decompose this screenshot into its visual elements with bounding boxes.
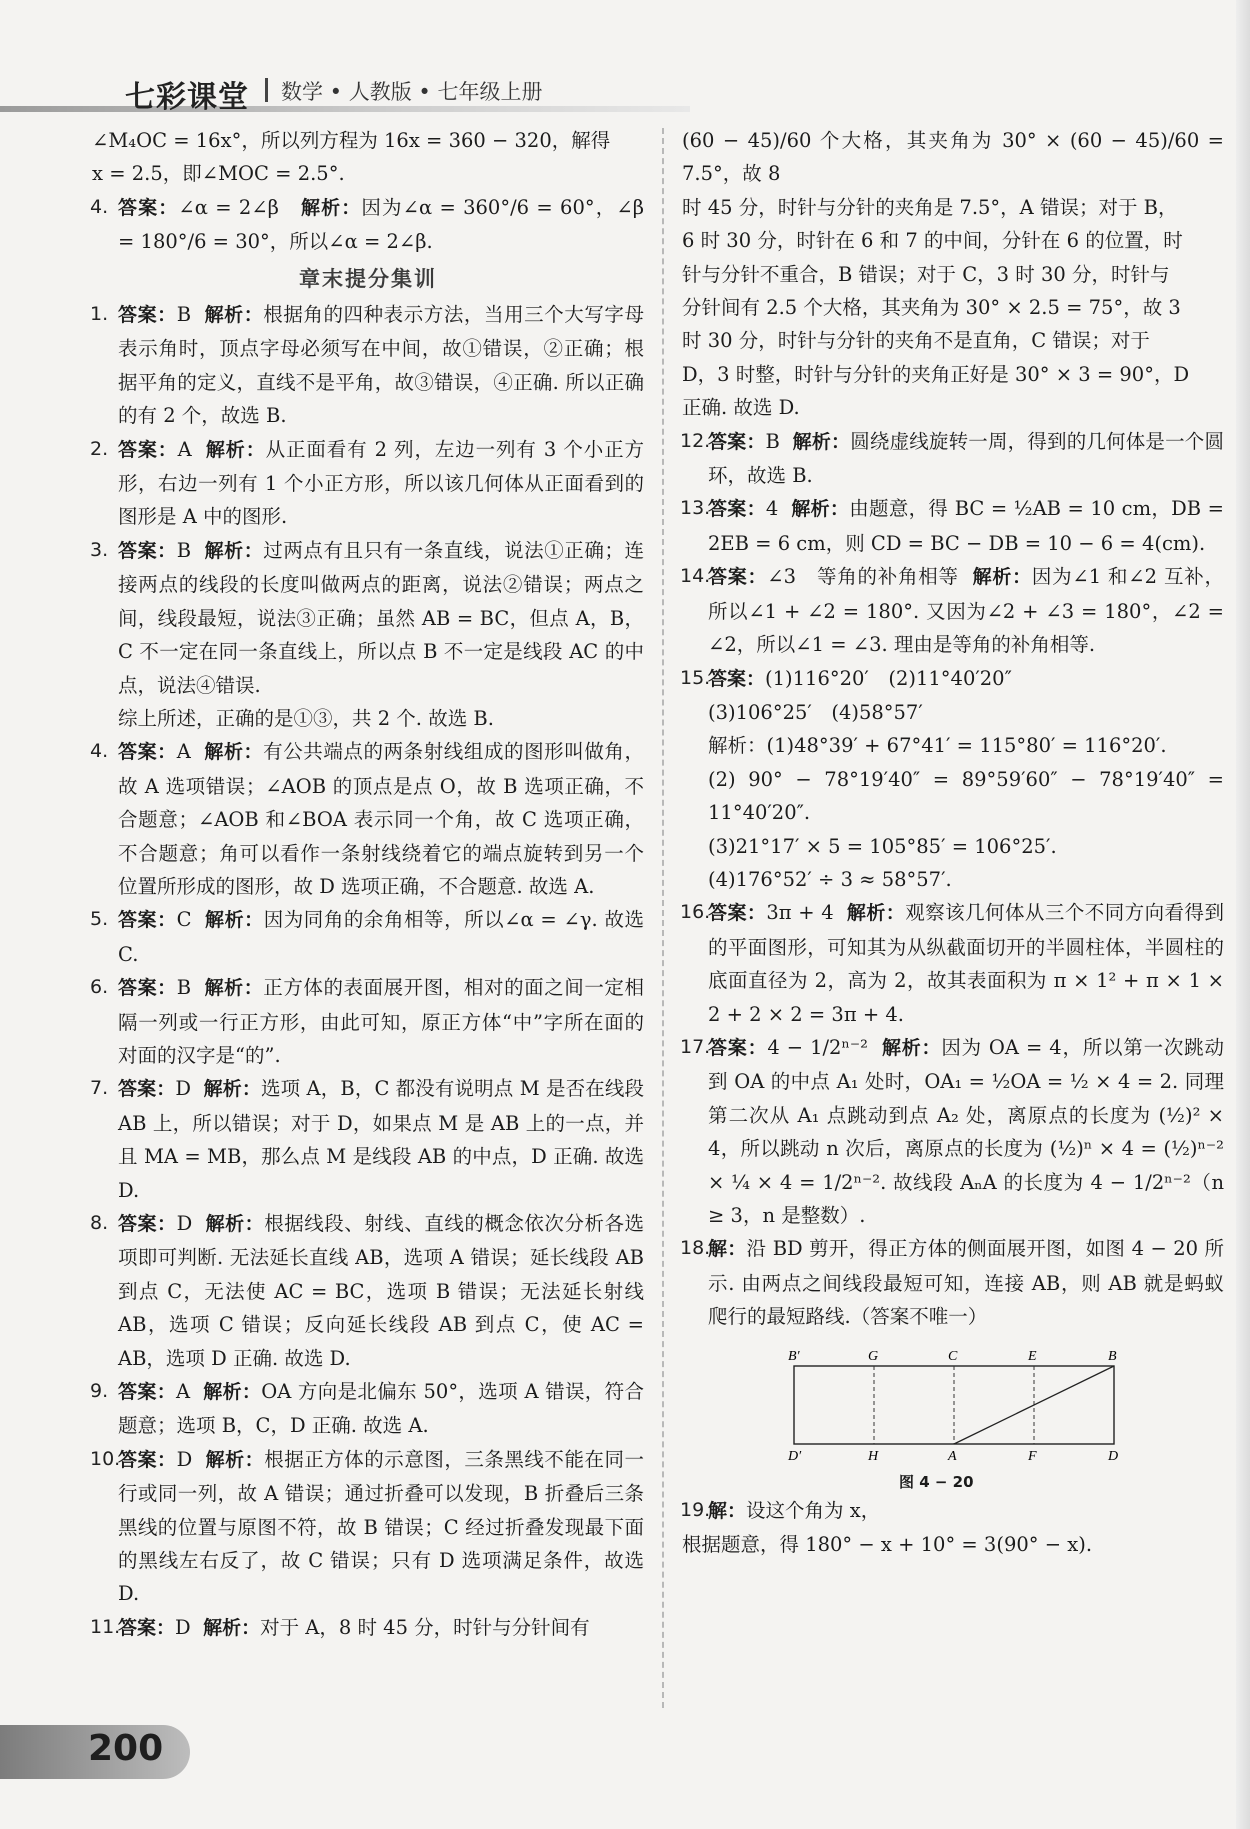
analysis-text: (3)106°25′ (4)58°57′ xyxy=(708,700,923,724)
answer-item xyxy=(92,298,644,433)
answer-item xyxy=(92,1443,644,1611)
continued-line: (60 − 45)/60 个大格，其夹角为 30° × (60 − 45)/60 = 7.5°，故 8 xyxy=(682,129,1224,186)
item-number: 18. xyxy=(680,1237,711,1260)
analysis-label: 解析： xyxy=(205,1448,265,1471)
answer-item xyxy=(92,1207,644,1375)
solution-text: 沿 BD 剪开，得正方体的侧面展开图，如图 4 − 20 所示. 由两点之间线段最短可知，连接 AB，则 AB 就是蚂蚁爬行的最短路线.（答案不唯一） xyxy=(708,1237,1224,1329)
analysis-text: 根据正方体的示意图，三条黑线不能在同一行或同一列，故 A 错误；通过折叠可以发现，B 折叠后三条黑线的位置与原图不符，故 B 错误；C 经过折叠发现最下面的黑线左右反了，故 C 错误；只有 D 选项满足条件，故选 D. xyxy=(118,1447,644,1606)
header-subject: 数学 • 人教版 • 七年级上册 xyxy=(281,80,543,104)
item-number: 9. xyxy=(90,1380,109,1403)
answer-label: 答案： xyxy=(708,498,766,521)
answer-item xyxy=(92,903,644,971)
analysis-text: OA 方向是北偏东 50°，选项 A 错误，符合题意；选项 B，C，D 正确. 故选 A. xyxy=(118,1380,644,1438)
analysis-text: (3)21°17′ × 5 = 105°85′ = 106°25′. xyxy=(708,834,1057,858)
answer-item xyxy=(682,560,1224,661)
answer-item-18 xyxy=(682,1232,1224,1333)
solution-text: 设这个角为 x， xyxy=(746,1498,881,1522)
item-number: 4. xyxy=(90,195,109,218)
answer-value: D xyxy=(175,1077,191,1101)
answer-label: 答案： xyxy=(118,909,177,932)
answer-label: 答案： xyxy=(708,667,766,690)
analysis-label: 解析： xyxy=(203,1381,262,1404)
answer-label: 答案： xyxy=(708,566,768,589)
analysis-text: 过两点有且只有一条直线，说法①正确；连接两点的线段的长度叫做两点的距离，说法②错误；两点之间，线段最短，说法③正确；虽然 AB = BC，但点 A，B，C 不一定在同一条直线上，所以点 B 不一定是线段 AC 的中点，说法④错误. xyxy=(118,538,644,697)
analysis-text: 因为∠1 和∠2 互补，所以∠1 + ∠2 = 180°. 又因为∠2 + ∠3 = 180°，∠2 = ∠2，所以∠1 = ∠3. 理由是等角的补角相等. xyxy=(708,565,1224,657)
answer-label: 答案： xyxy=(118,304,177,327)
analysis-label: 解析： xyxy=(204,539,264,562)
analysis-text: 因为同角的余角相等，所以∠α = ∠γ. 故选 C. xyxy=(118,908,644,966)
answer-value: B xyxy=(176,538,192,562)
continued-line: 时 30 分，时针与分针的夹角不是直角，C 错误；对于 xyxy=(682,329,1150,353)
analysis-label: 解析： xyxy=(300,196,362,219)
analysis-text: 观察该几何体从三个不同方向看得到的平面图形，可知其为从纵截面切开的半圆柱体，半圆柱的底面直径为 2，高为 2，故其表面积为 π × 1² + π × 1 × 2 + 2 × 2 = 3π + 4. xyxy=(708,901,1224,1026)
answer-item xyxy=(682,896,1224,1031)
analysis-text: (2) 90° − 78°19′40″ = 89°59′60″ − 78°19′40″ = 11°40′20″. xyxy=(708,767,1224,825)
item-number: 4. xyxy=(90,740,109,763)
continued-line: 正确. 故选 D. xyxy=(682,396,800,420)
section-title: 章末提分集训 xyxy=(299,266,437,291)
analysis-label: 解析： xyxy=(205,1213,265,1235)
continued-line: 分针间有 2.5 个大格，其夹角为 30° × 2.5 = 75°，故 3 xyxy=(682,296,1181,320)
answer-item xyxy=(92,1611,644,1645)
figure-point-label: H xyxy=(868,1448,879,1464)
figure-point-label: E xyxy=(1028,1348,1037,1364)
answer-item xyxy=(682,696,1224,729)
analysis-text: 有公共端点的两条射线组成的图形叫做角，故 A 选项错误；∠AOB 的顶点是点 O，故 B 选项正确，不合题意；∠AOB 和∠BOA 表示同一个角，故 C 选项正确，不合题意；角可以看作一条射线绕着它的端点旋转到另一个位置所形成的图形，故 D 选项正确，不合题意. 故选 A. xyxy=(118,740,644,898)
answer-value: B xyxy=(176,303,192,327)
right-answer-list xyxy=(682,425,1224,1233)
answer-item xyxy=(92,971,644,1072)
analysis-text: (4)176°52′ ÷ 3 ≈ 58°57′. xyxy=(708,867,952,891)
analysis-label: 解析： xyxy=(203,1616,261,1639)
answer-item-4 xyxy=(92,191,644,259)
answer-value: D xyxy=(176,1212,193,1235)
figure-point-label: G xyxy=(868,1348,879,1364)
answer-label: 答案： xyxy=(118,1213,177,1235)
answer-value: D xyxy=(176,1447,193,1471)
analysis-text: 由题意，得 BC = ½AB = 10 cm，DB = 2EB = 6 cm，则 CD = BC − DB = 10 − 6 = 4(cm). xyxy=(708,497,1224,555)
cube-unfold-diagram xyxy=(774,1344,1134,1464)
item-number: 14. xyxy=(680,565,711,588)
analysis-text: 选项 A，B，C 都没有说明点 M 是否在线段 AB 上，所以错误；对于 D，如果点 M 是 AB 上的一点，并且 MA = MB，那么点 M 是线段 AB 的中点，D 正确. 故选 D. xyxy=(118,1077,644,1202)
solution-line: 根据题意，得 180° − x + 10° = 3(90° − x). xyxy=(682,1533,1093,1557)
item-number: 5. xyxy=(90,908,109,931)
item-number: 19. xyxy=(680,1498,711,1521)
analysis-text: 根据线段、射线、直线的概念依次分析各选项即可判断. 无法延长直线 AB，选项 A 错误；延长线段 AB 到点 C，无法使 AC = BC，选项 B 错误；无法延长射线 AB，选项 C 错误；反向延长线段 AB 到点 C，使 AC = AB，选项 D 正确. 故选 D. xyxy=(118,1212,644,1370)
item-number: 8. xyxy=(90,1212,109,1234)
answer-label: 答案： xyxy=(118,539,177,562)
page-header xyxy=(125,72,565,115)
answer-item xyxy=(682,425,1224,493)
analysis-label: 解析： xyxy=(203,1078,261,1101)
answer-value: (1)116°20′ (2)11°40′20″ xyxy=(765,666,1012,690)
answer-item xyxy=(92,735,644,903)
item-number: 7. xyxy=(90,1077,109,1100)
analysis-label: 解析： xyxy=(205,909,264,932)
item-number: 12. xyxy=(680,429,711,452)
figure-point-label: D xyxy=(1108,1448,1119,1464)
answer-label: 答案： xyxy=(118,438,178,461)
answer-value: A xyxy=(177,437,192,461)
continued-line: D，3 时整，时针与分针的夹角正好是 30° × 3 = 90°，D xyxy=(682,362,1190,386)
answer-item xyxy=(682,662,1224,696)
analysis-text: 因为 OA = 4，所以第一次跳动到 OA 的中点 A₁ 处时，OA₁ = ½OA = ½ × 4 = 2. 同理第二次从 A₁ 点跳动到点 A₂ 处，离原点的长度为 (½)² × 4，所以跳动 n 次后，离原点的长度为 (½)ⁿ × 4 = (½)ⁿ⁻² × ¼ × 4 = 1/2ⁿ⁻². 故线段 AₙA 的长度为 4 − 1/2ⁿ⁻²（n ≥ 3，n 是整数）. xyxy=(708,1035,1224,1227)
answer-item xyxy=(92,534,644,702)
page-edge xyxy=(1236,0,1250,1829)
figure-point-label: B xyxy=(1108,1348,1117,1364)
continued-line: 6 时 30 分，时针在 6 和 7 的中间，分针在 6 的位置，时 xyxy=(682,229,1183,253)
analysis-label: 解析： xyxy=(204,304,264,327)
answer-label: 答案： xyxy=(118,1381,177,1404)
answer-item xyxy=(92,433,644,534)
analysis-text: 解析：(1)48°39′ + 67°41′ = 115°80′ = 116°20′. xyxy=(708,734,1167,758)
analysis-label: 解析： xyxy=(791,498,850,521)
answer-item xyxy=(92,1375,644,1443)
solution-label: 解： xyxy=(708,1238,747,1261)
item-number: 1. xyxy=(90,303,109,326)
figure-point-label: A xyxy=(948,1448,957,1464)
item-number: 2. xyxy=(90,437,109,460)
analysis-text: 根据角的四种表示方法，当用三个大写字母表示角时，顶点字母必须写在中间，故①错误，②正确；根据平角的定义，直线不是平角，故③错误，④正确. 所以正确的有 2 个，故选 B. xyxy=(118,303,644,428)
analysis-text: 因为∠α = 360°/6 = 60°，∠β = 180°/6 = 30°，所以∠α = 2∠β. xyxy=(118,195,644,254)
answer-label: 答案： xyxy=(708,430,766,453)
answer-item xyxy=(92,702,644,735)
analysis-label: 解析： xyxy=(205,438,266,461)
answer-value: C xyxy=(176,908,192,932)
item-number: 11. xyxy=(90,1615,121,1638)
analysis-label: 解析： xyxy=(204,741,264,764)
answer-value: B xyxy=(176,976,192,1000)
answer-label: 答案： xyxy=(708,902,767,925)
figure-caption: 图 4 − 20 xyxy=(899,1472,974,1491)
right-column xyxy=(682,124,1224,1561)
answer-value: 3π + 4 xyxy=(766,901,834,925)
continued-line: x = 2.5，即∠MOC = 2.5°. xyxy=(92,162,345,186)
continued-line: ∠M₄OC = 16x°，所以列方程为 16x = 360 − 320，解得 xyxy=(92,129,611,152)
solution-label: 解： xyxy=(708,1499,747,1522)
answer-value: 4 − 1/2ⁿ⁻² xyxy=(767,1035,869,1059)
answer-label: 答案： xyxy=(118,977,177,1000)
item-number: 10. xyxy=(90,1447,121,1470)
analysis-text: 从正面看有 2 列，左边一列有 3 个小正方形，右边一列有 1 个小正方形，所以该几何体从正面看到的图形是 A 中的图形. xyxy=(118,437,644,529)
answer-value: ∠α = 2∠β xyxy=(178,195,279,219)
item-number: 16. xyxy=(680,901,711,924)
figure-point-label: C xyxy=(948,1348,958,1364)
item-number: 13. xyxy=(680,497,711,520)
answer-label: 答案： xyxy=(118,1448,177,1471)
answer-value: ∠3 等角的补角相等 xyxy=(767,565,959,589)
answer-item xyxy=(682,729,1224,762)
figure-point-label: F xyxy=(1028,1448,1037,1464)
header-divider xyxy=(265,78,268,102)
page-number: 200 xyxy=(88,1728,164,1769)
continued-line: 时 45 分，时针与分针的夹角是 7.5°，A 错误；对于 B， xyxy=(682,195,1178,219)
brand-logo: 七彩课堂 xyxy=(125,80,249,115)
analysis-label: 解析： xyxy=(881,1036,942,1059)
answer-label: 答案： xyxy=(118,196,179,219)
left-column xyxy=(92,124,644,1645)
answer-item xyxy=(682,1031,1224,1232)
answer-label: 答案： xyxy=(118,1078,176,1101)
analysis-text: 正方体的表面展开图，相对的面之间一定相隔一列或一行正方形，由此可知，原正方体“中”字所在面的对面的汉字是“的”. xyxy=(118,976,644,1067)
analysis-text: 综上所述，正确的是①③，共 2 个. 故选 B. xyxy=(118,706,494,730)
analysis-text: 圆绕虚线旋转一周，得到的几何体是一个圆环，故选 B. xyxy=(708,429,1224,488)
figure-4-20 xyxy=(774,1344,1134,1494)
left-answer-list xyxy=(92,298,644,1645)
answer-item xyxy=(92,1072,644,1207)
item-number: 3. xyxy=(90,538,109,561)
answer-label: 答案： xyxy=(118,741,177,764)
answer-value: B xyxy=(765,429,780,453)
top-labels xyxy=(788,1349,1117,1364)
answer-item xyxy=(682,830,1224,863)
answer-item-19 xyxy=(682,1494,1224,1528)
analysis-label: 解析： xyxy=(204,977,264,1000)
answer-value: D xyxy=(175,1615,191,1639)
analysis-label: 解析： xyxy=(846,902,906,925)
column-divider xyxy=(662,128,664,1708)
analysis-label: 解析： xyxy=(792,430,851,453)
figure-point-label: D′ xyxy=(788,1448,802,1464)
header-bar xyxy=(0,106,690,112)
answer-value: A xyxy=(176,1380,191,1404)
item-number: 6. xyxy=(90,976,109,999)
continued-line: 针与分针不重合，B 错误；对于 C，3 时 30 分，时针与 xyxy=(682,262,1170,286)
analysis-label: 解析： xyxy=(972,566,1032,589)
answer-item xyxy=(682,763,1224,830)
item-number: 15. xyxy=(680,666,711,689)
figure-point-label: B′ xyxy=(788,1348,800,1364)
answer-value: A xyxy=(176,740,191,764)
answer-item xyxy=(682,863,1224,896)
answer-label: 答案： xyxy=(708,1036,768,1059)
answer-item xyxy=(682,492,1224,560)
item-number: 17. xyxy=(680,1035,711,1058)
answer-value: 4 xyxy=(765,497,779,521)
answer-label: 答案： xyxy=(118,1616,176,1639)
bottom-labels xyxy=(787,1449,1118,1464)
analysis-text: 对于 A，8 时 45 分，时针与分针间有 xyxy=(260,1615,590,1639)
